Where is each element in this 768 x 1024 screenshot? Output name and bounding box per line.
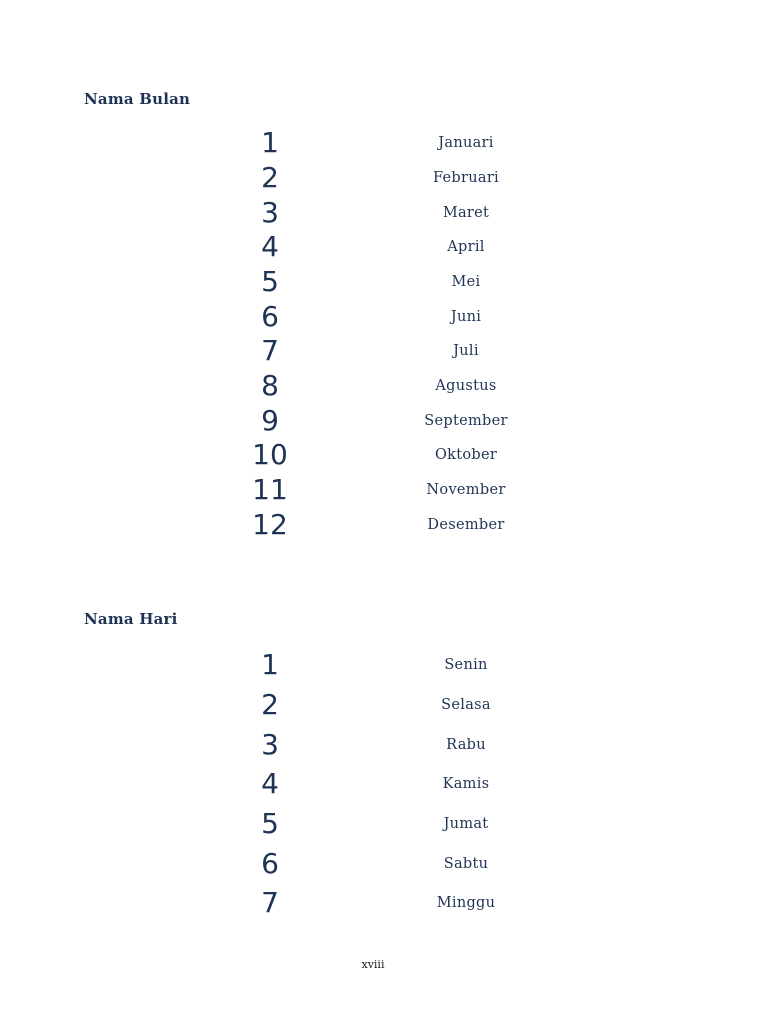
month-row bbox=[0, 230, 768, 264]
month-name: Maret bbox=[442, 205, 490, 221]
day-number: 4 bbox=[261, 767, 279, 800]
month-row bbox=[0, 300, 768, 334]
month-number: 1 bbox=[261, 126, 279, 159]
day-number: 2 bbox=[261, 688, 279, 721]
day-name: Kamis bbox=[442, 776, 490, 792]
month-row bbox=[0, 438, 768, 472]
day-row bbox=[0, 886, 768, 920]
day-row bbox=[0, 807, 768, 841]
month-name: Agustus bbox=[435, 378, 497, 394]
month-number: 5 bbox=[261, 265, 279, 298]
day-row bbox=[0, 688, 768, 722]
month-name: Februari bbox=[432, 170, 499, 186]
day-name: Senin bbox=[444, 657, 488, 673]
day-number: 6 bbox=[261, 847, 279, 880]
month-number: 11 bbox=[252, 473, 288, 506]
day-row bbox=[0, 847, 768, 881]
month-number: 9 bbox=[261, 404, 279, 437]
month-name: Juni bbox=[450, 309, 482, 325]
month-row bbox=[0, 473, 768, 507]
day-row bbox=[0, 767, 768, 801]
month-name: Oktober bbox=[434, 447, 498, 463]
month-row bbox=[0, 126, 768, 160]
day-row bbox=[0, 648, 768, 682]
month-name: Juli bbox=[453, 343, 479, 359]
month-number: 2 bbox=[261, 161, 279, 194]
month-name: Mei bbox=[451, 274, 481, 290]
page-number: xviii bbox=[361, 958, 385, 971]
month-number: 8 bbox=[261, 369, 279, 402]
month-name: September bbox=[424, 413, 508, 429]
day-name: Sabtu bbox=[443, 856, 489, 872]
day-number: 1 bbox=[261, 648, 279, 681]
day-name: Selasa bbox=[441, 697, 491, 713]
month-name: April bbox=[447, 239, 485, 255]
month-number: 4 bbox=[261, 230, 279, 263]
day-row bbox=[0, 728, 768, 762]
day-number: 5 bbox=[261, 807, 279, 840]
day-number: 7 bbox=[261, 886, 279, 919]
day-name: Rabu bbox=[446, 737, 486, 753]
month-name: November bbox=[426, 482, 506, 498]
days-section-title: Nama Hari bbox=[84, 610, 178, 628]
month-row bbox=[0, 404, 768, 438]
month-number: 3 bbox=[261, 196, 279, 229]
month-name: Januari bbox=[438, 135, 494, 151]
day-name: Jumat bbox=[443, 816, 489, 832]
day-number: 3 bbox=[261, 728, 279, 761]
month-number: 12 bbox=[252, 508, 288, 541]
month-row bbox=[0, 508, 768, 542]
months-section-title: Nama Bulan bbox=[84, 90, 191, 108]
month-row bbox=[0, 196, 768, 230]
month-name: Desember bbox=[427, 517, 505, 533]
month-number: 10 bbox=[252, 438, 288, 471]
month-row bbox=[0, 265, 768, 299]
month-number: 7 bbox=[261, 334, 279, 367]
month-row bbox=[0, 369, 768, 403]
month-row bbox=[0, 161, 768, 195]
month-row bbox=[0, 334, 768, 368]
day-name: Minggu bbox=[436, 895, 496, 911]
month-number: 6 bbox=[261, 300, 279, 333]
